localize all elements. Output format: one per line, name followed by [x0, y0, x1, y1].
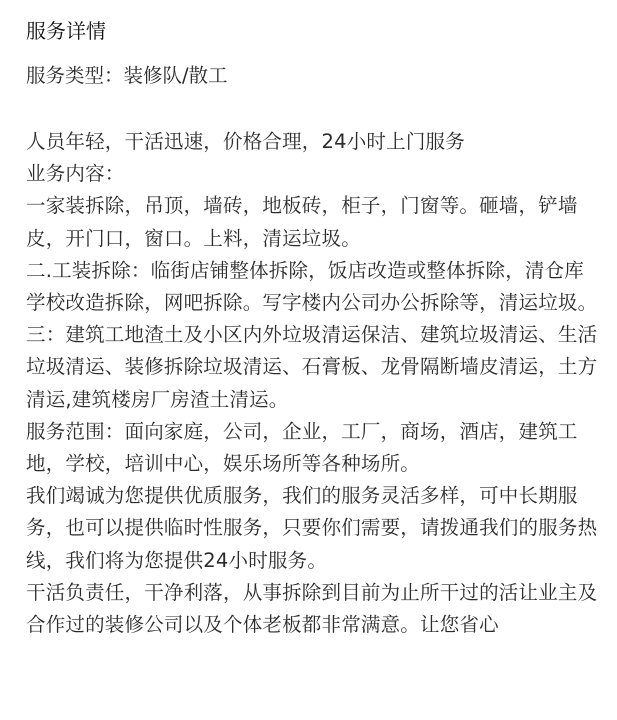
reputation-paragraph: 干活负责任，干净利落，从事拆除到目前为止所干过的活让业主及合作过的装修公司以及个体老板都非常满意。让您省心	[26, 580, 598, 637]
home-demolition-paragraph: 一家装拆除，吊顶，墙砖，地板砖，柜子，门窗等。砸墙，铲墙皮，开门口，窗口。上料，清运垃圾。	[26, 194, 578, 250]
intro-paragraph: 人员年轻，干活迅速，价格合理，24小时上门服务	[26, 130, 465, 153]
waste-removal-paragraph: 三：建筑工地渣土及小区内外垃圾清运保洁、建筑垃圾清运、生活垃圾清运、装修拆除垃圾清运、石膏板、龙骨隔断墙皮清运，土方清运,建筑楼房厂房渣土清运。	[26, 323, 598, 411]
service-scope-paragraph: 服务范围：面向家庭，公司，企业，工厂，商场，酒店，建筑工地，学校，培训中心，娱乐场所等各种场所。	[26, 419, 578, 476]
commitment-paragraph: 我们竭诚为您提供优质服务，我们的服务灵活多样，可中长期服务，也可以提供临时性服务，只要你们需要，请拨通我们的服务热线，我们将为您提供24小时服务。	[26, 484, 598, 572]
page-title: 服务详情	[26, 19, 106, 43]
service-type-line: 服务类型：装修队/散工	[26, 64, 228, 87]
business-content-heading: 业务内容：	[26, 162, 125, 186]
service-description	[26, 126, 601, 641]
commercial-demolition-paragraph: 二.工装拆除：临街店铺整体拆除，饭店改造或整体拆除，清仓库学校改造拆除，网吧拆除。写字楼内公司办公拆除等，清运垃圾。	[26, 258, 598, 315]
